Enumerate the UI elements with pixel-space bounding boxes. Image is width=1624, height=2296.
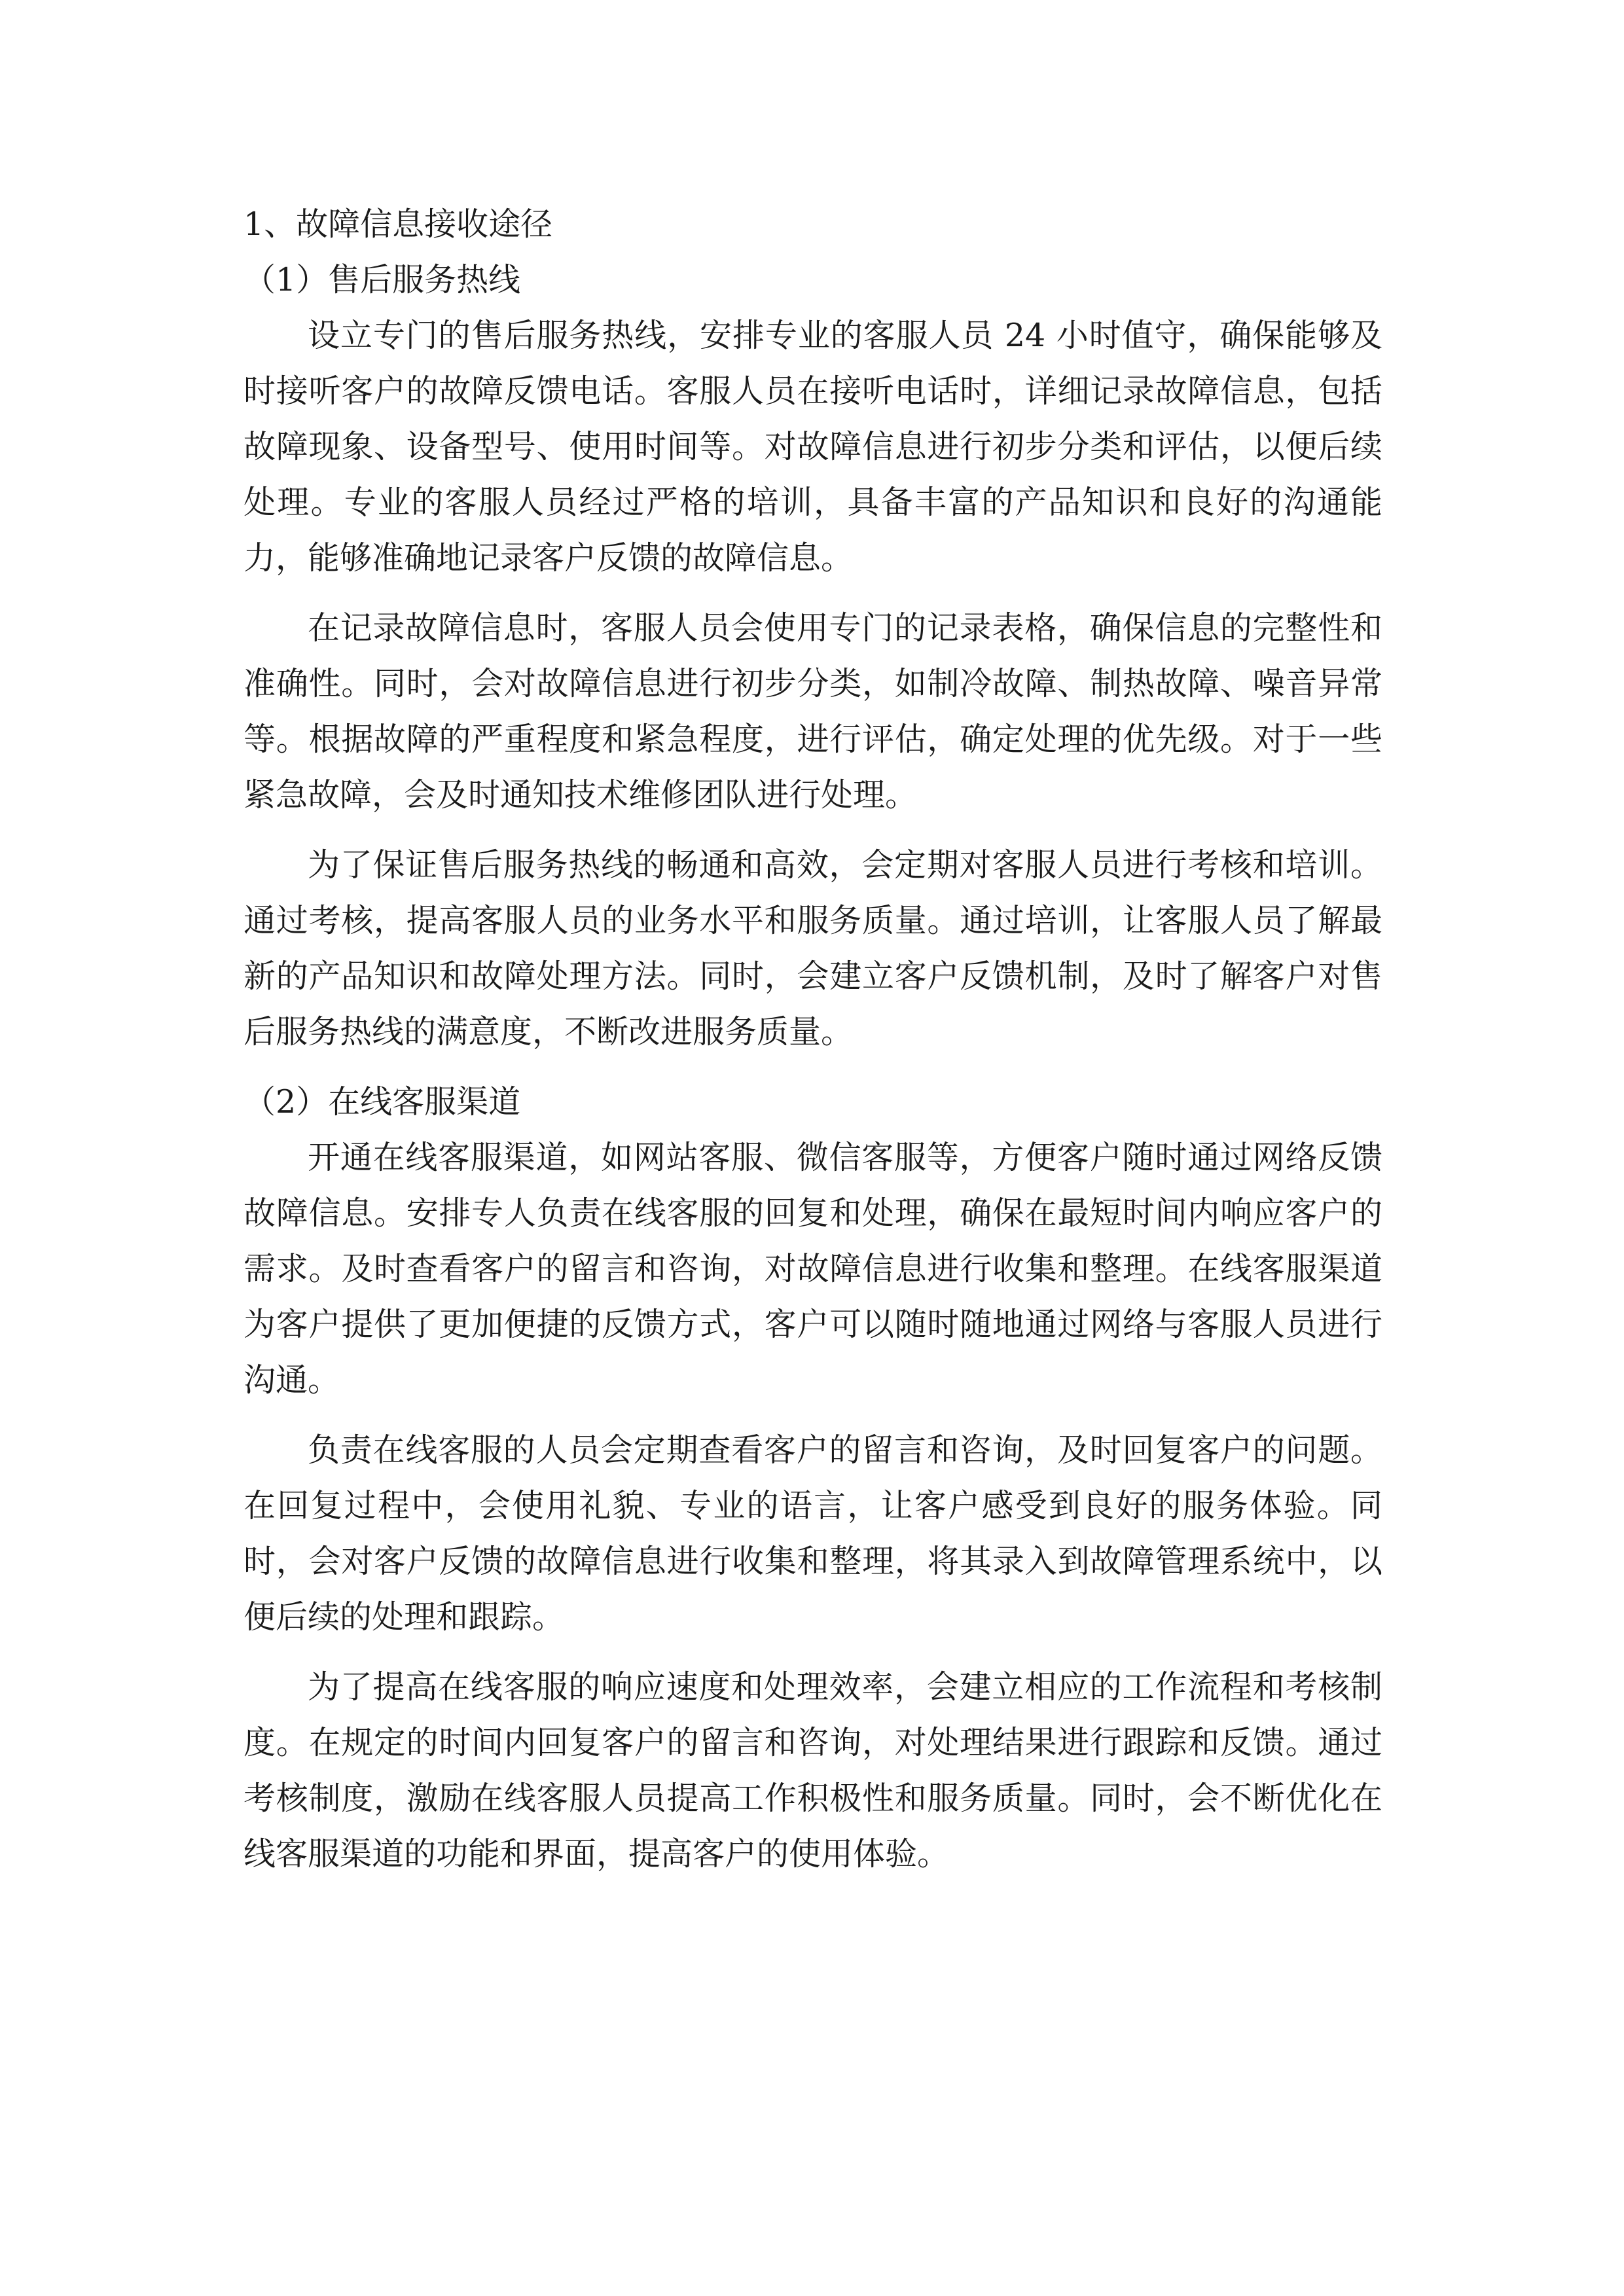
hotline-paragraph-3: 为了保证售后服务热线的畅通和高效，会定期对客服人员进行考核和培训。通过考核，提高客服人员的业务水平和服务质量。通过培训，让客服人员了解最新的产品知识和故障处理方法。同时，会建立客户反馈机制，及时了解客户对售后服务热线的满意度，不断改进服务质量。 (244, 846, 1382, 1050)
paragraph-spacer (244, 1060, 1382, 1074)
online-paragraph-1: 开通在线客服渠道，如网站客服、微信客服等，方便客户随时通过网络反馈故障信息。安排专人负责在线客服的回复和处理，确保在最短时间内响应客户的需求。及时查看客户的留言和咨询，对故障信息进行收集和整理。在线客服渠道为客户提供了更加便捷的反馈方式，客户可以随时随地通过网络与客服人员进行沟通。 (244, 1139, 1382, 1399)
subsection-heading-online: （2）在线客服渠道 (244, 1083, 521, 1121)
document-body (244, 196, 1382, 1882)
paragraph-spacer (244, 1645, 1382, 1659)
paragraph-spacer (244, 586, 1382, 600)
section-title: 1、故障信息接收途径 (244, 206, 553, 243)
online-paragraph-3: 为了提高在线客服的响应速度和处理效率，会建立相应的工作流程和考核制度。在规定的时间内回复客户的留言和咨询，对处理结果进行跟踪和反馈。通过考核制度，激励在线客服人员提高工作积极性和服务质量。同时，会不断优化在线客服渠道的功能和界面，提高客户的使用体验。 (244, 1668, 1382, 1873)
paragraph-spacer (244, 823, 1382, 837)
hotline-paragraph-2: 在记录故障信息时，客服人员会使用专门的记录表格，确保信息的完整性和准确性。同时，会对故障信息进行初步分类，如制冷故障、制热故障、噪音异常等。根据故障的严重程度和紧急程度，进行评估，确定处理的优先级。对于一些紧急故障，会及时通知技术维修团队进行处理。 (244, 609, 1382, 814)
hotline-paragraph-1: 设立专门的售后服务热线，安排专业的客服人员 24 小时值守，确保能够及时接听客户的故障反馈电话。客服人员在接听电话时，详细记录故障信息，包括故障现象、设备型号、使用时间等。对故障信息进行初步分类和评估，以便后续处理。专业的客服人员经过严格的培训，具备丰富的产品知识和良好的沟通能力，能够准确地记录客户反馈的故障信息。 (244, 317, 1382, 577)
subsection-heading-hotline: （1）售后服务热线 (244, 261, 521, 298)
paragraph-spacer (244, 1408, 1382, 1422)
online-paragraph-2: 负责在线客服的人员会定期查看客户的留言和咨询，及时回复客户的问题。在回复过程中，会使用礼貌、专业的语言，让客户感受到良好的服务体验。同时，会对客户反馈的故障信息进行收集和整理，将其录入到故障管理系统中，以便后续的处理和跟踪。 (244, 1431, 1382, 1636)
